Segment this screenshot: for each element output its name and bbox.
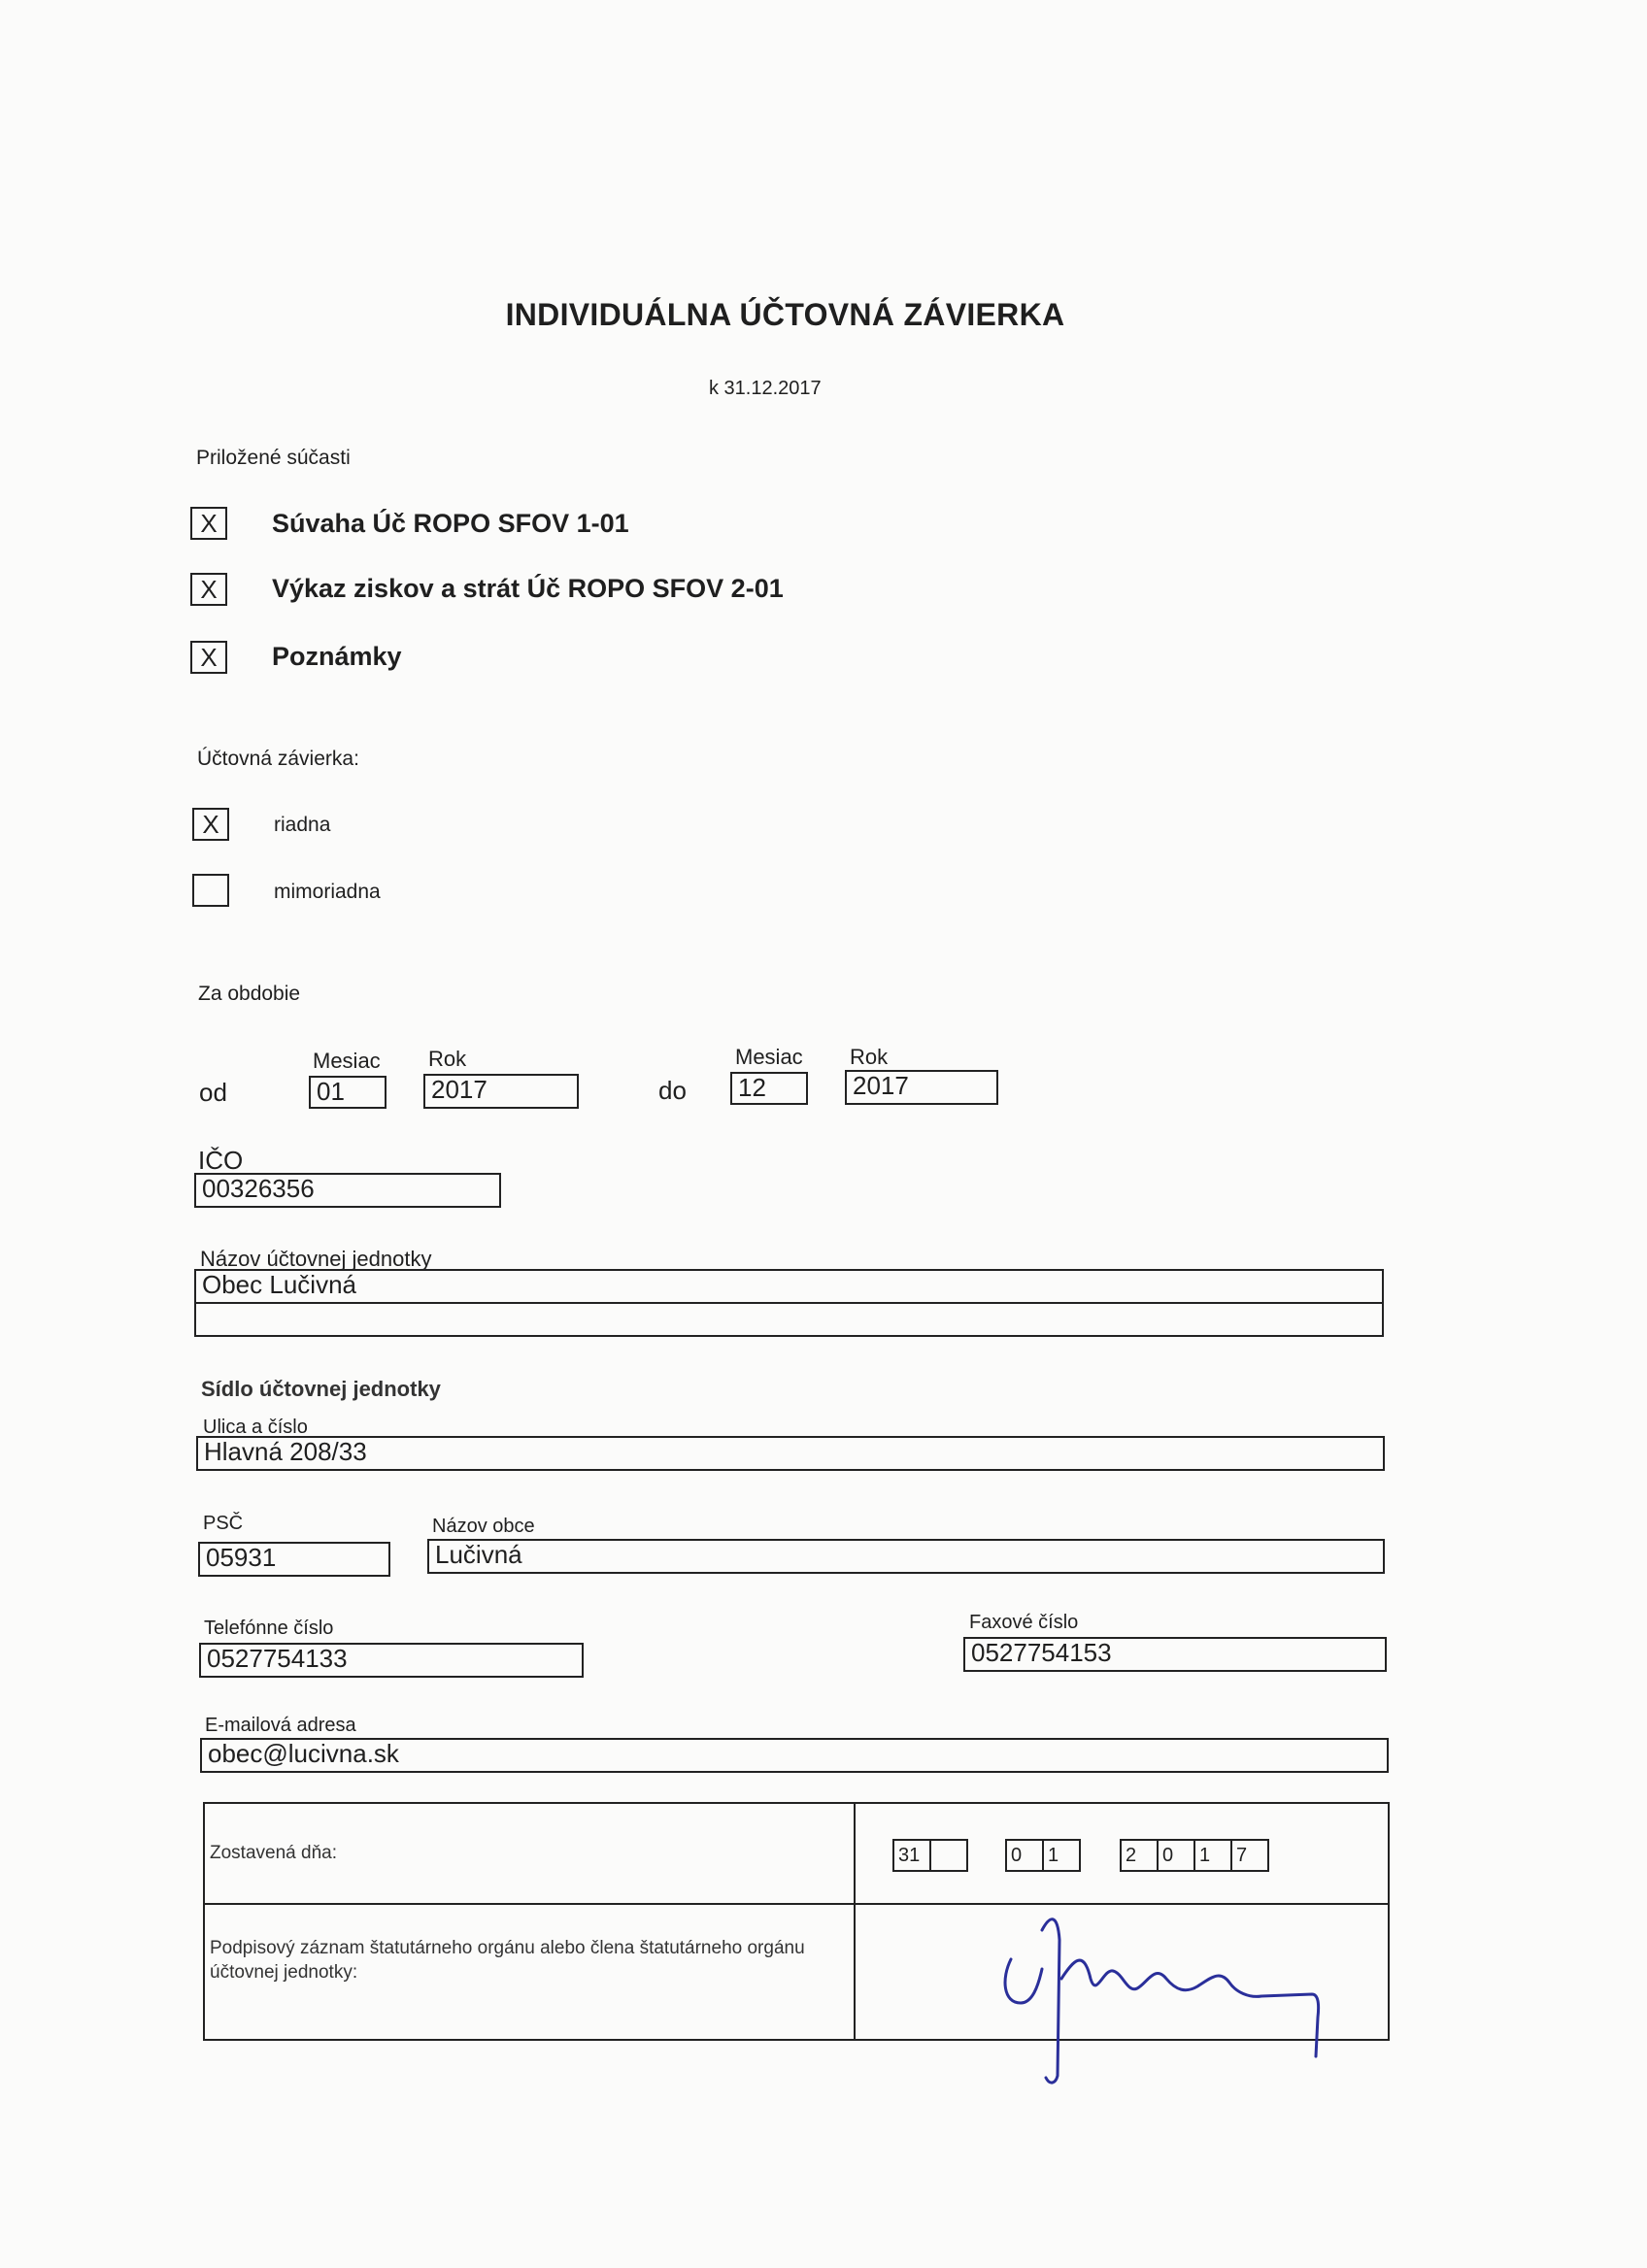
closing-label-mimoriadna: mimoriadna bbox=[274, 881, 381, 903]
phone-label: Telefónne číslo bbox=[204, 1618, 334, 1639]
email-label: E-mailová adresa bbox=[205, 1715, 356, 1736]
city-field[interactable]: Lučivná bbox=[427, 1539, 1385, 1574]
checkbox-poznamky[interactable]: X bbox=[190, 641, 227, 674]
city-label: Názov obce bbox=[432, 1516, 535, 1537]
from-month-label: Mesiac bbox=[313, 1049, 381, 1073]
checkbox-mimoriadna[interactable] bbox=[192, 874, 229, 907]
compiled-date-label: Zostavená dňa: bbox=[210, 1843, 337, 1863]
signature-record-label: Podpisový záznam štatutárneho orgánu alebo člena štatutárneho orgánu účtovnej jednotky: bbox=[210, 1938, 805, 1983]
checkbox-vykaz[interactable]: X bbox=[190, 573, 227, 606]
attachments-label: Priložené súčasti bbox=[196, 447, 351, 469]
entity-name-line1[interactable]: Obec Lučivná bbox=[194, 1269, 1384, 1304]
attachment-label-poznamky: Poznámky bbox=[272, 642, 402, 671]
phone-field[interactable]: 0527754133 bbox=[199, 1643, 584, 1678]
checkbox-riadna[interactable]: X bbox=[192, 808, 229, 841]
date-month-digit-2[interactable]: 1 bbox=[1042, 1839, 1081, 1872]
entity-name-label: Názov účtovnej jednotky bbox=[200, 1247, 432, 1271]
date-day-digit-1[interactable]: 31 bbox=[892, 1839, 931, 1872]
handwritten-signature bbox=[982, 1911, 1370, 2085]
street-field[interactable]: Hlavná 208/33 bbox=[196, 1436, 1385, 1471]
entity-name-line2[interactable] bbox=[194, 1302, 1384, 1337]
document-title: INDIVIDUÁLNA ÚČTOVNÁ ZÁVIERKA bbox=[505, 297, 1065, 332]
psc-field[interactable]: 05931 bbox=[198, 1542, 390, 1577]
ico-label: IČO bbox=[198, 1146, 244, 1175]
to-year-field[interactable]: 2017 bbox=[845, 1070, 998, 1105]
closing-type-label: Účtovná závierka: bbox=[197, 748, 359, 770]
date-year-digit-4[interactable]: 7 bbox=[1230, 1839, 1269, 1872]
psc-label: PSČ bbox=[203, 1513, 244, 1534]
date-year-digit-1[interactable]: 2 bbox=[1120, 1839, 1159, 1872]
fax-field[interactable]: 0527754153 bbox=[963, 1637, 1387, 1672]
date-year-digit-3[interactable]: 1 bbox=[1193, 1839, 1232, 1872]
attachment-label-vykaz: Výkaz ziskov a strát Úč ROPO SFOV 2-01 bbox=[272, 574, 784, 603]
street-label: Ulica a číslo bbox=[203, 1417, 308, 1438]
closing-label-riadna: riadna bbox=[274, 814, 331, 836]
table-horizontal-divider bbox=[205, 1903, 1388, 1905]
email-field[interactable]: obec@lucivna.sk bbox=[200, 1738, 1389, 1773]
date-month-digit-1[interactable]: 0 bbox=[1005, 1839, 1044, 1872]
table-vertical-divider bbox=[854, 1804, 856, 2041]
from-year-label: Rok bbox=[428, 1047, 467, 1071]
date-day-digit-2[interactable] bbox=[929, 1839, 968, 1872]
from-month-field[interactable]: 01 bbox=[309, 1076, 387, 1109]
to-year-label: Rok bbox=[850, 1045, 889, 1069]
to-month-label: Mesiac bbox=[735, 1045, 803, 1069]
to-month-field[interactable]: 12 bbox=[730, 1072, 808, 1105]
date-year-digit-2[interactable]: 0 bbox=[1157, 1839, 1195, 1872]
period-label: Za obdobie bbox=[198, 983, 301, 1005]
ico-field[interactable]: 00326356 bbox=[194, 1173, 501, 1208]
seat-label: Sídlo účtovnej jednotky bbox=[201, 1377, 441, 1401]
signature-table bbox=[203, 1802, 1390, 2041]
document-date: k 31.12.2017 bbox=[709, 378, 822, 399]
from-year-field[interactable]: 2017 bbox=[423, 1074, 579, 1109]
to-label: do bbox=[658, 1076, 687, 1105]
attachment-label-suvaha: Súvaha Úč ROPO SFOV 1-01 bbox=[272, 509, 629, 538]
fax-label: Faxové číslo bbox=[969, 1612, 1079, 1633]
from-label: od bbox=[199, 1078, 227, 1107]
checkbox-suvaha[interactable]: X bbox=[190, 507, 227, 540]
